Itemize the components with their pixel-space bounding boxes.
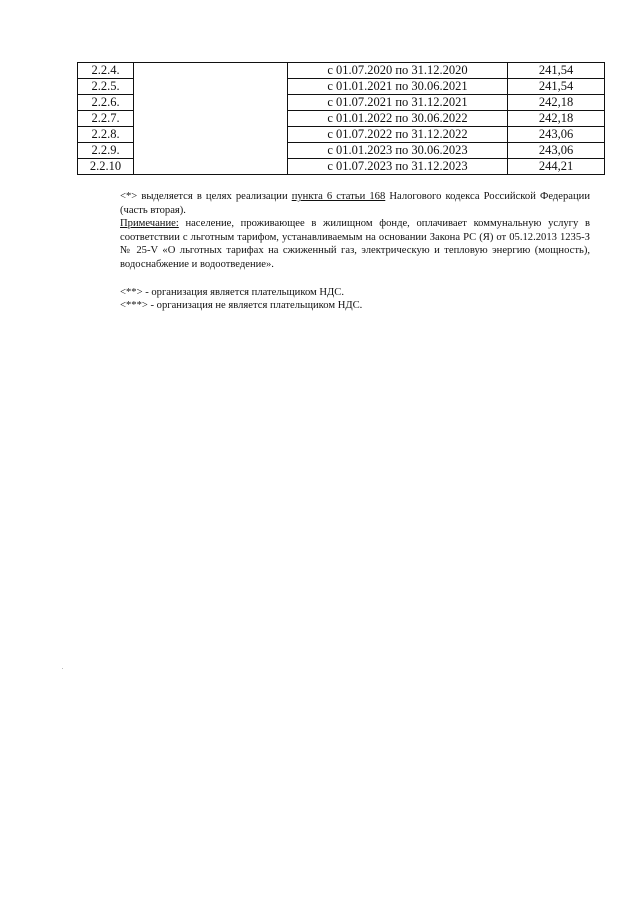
period-cell: с 01.07.2021 по 31.12.2021 [288,95,508,111]
row-number-cell: 2.2.4. [78,63,134,79]
tariff-table [77,62,605,175]
table-row [78,63,605,79]
period-cell: с 01.01.2023 по 30.06.2023 [288,143,508,159]
row-number-cell: 2.2.9. [78,143,134,159]
remark-text: население, проживающее в жилищном фонде, оплачивает коммунальную услугу в соответствии с льготным тарифом, устанавливаемым на основании Закона РС (Я) от 05.12.2013 1235-З № 25-V «О льготных тарифах на сжиженный газ, электрическую и тепловую энергию (мощность), водоснабжение и водоотведение». [120,218,590,270]
footnote-vat-allocated-suffix: Налогового кодекса Российской Федерации (часть вторая). [120,191,590,216]
tax-code-article-link[interactable]: пункта 6 статьи 168 [291,191,386,202]
row-number-cell: 2.2.6. [78,95,134,111]
notes-section [120,190,590,313]
remark-label: Примечание: [120,218,179,230]
notes-spacer [120,272,590,286]
tariff-value-cell: 244,21 [508,159,605,175]
tariff-value-cell: 242,18 [508,95,605,111]
merged-empty-cell [134,63,288,175]
period-cell: с 01.01.2022 по 30.06.2022 [288,111,508,127]
footnote-vat-allocated [120,190,590,217]
row-number-cell: 2.2.7. [78,111,134,127]
period-cell: с 01.07.2022 по 31.12.2022 [288,127,508,143]
tariff-value-cell: 242,18 [508,111,605,127]
remark-paragraph [120,217,590,271]
period-cell: с 01.07.2023 по 31.12.2023 [288,159,508,175]
tariff-value-cell: 241,54 [508,79,605,95]
row-number-cell: 2.2.8. [78,127,134,143]
row-number-cell: 2.2.10 [78,159,134,175]
tariff-value-cell: 243,06 [508,143,605,159]
scan-speck [62,668,63,669]
tariff-value-cell: 243,06 [508,127,605,143]
row-number-cell: 2.2.5. [78,79,134,95]
tariff-value-cell: 241,54 [508,63,605,79]
period-cell: с 01.01.2021 по 30.06.2021 [288,79,508,95]
footnote-not-vat-payer: <***> - организация не является плательщиком НДС. [120,300,363,312]
period-cell: с 01.07.2020 по 31.12.2020 [288,63,508,79]
footnote-vat-allocated-prefix: <*> выделяется в целях реализации [120,191,292,202]
tariff-table-body [78,63,605,175]
footnote-vat-payer: <**> - организация является плательщиком НДС. [120,286,344,298]
